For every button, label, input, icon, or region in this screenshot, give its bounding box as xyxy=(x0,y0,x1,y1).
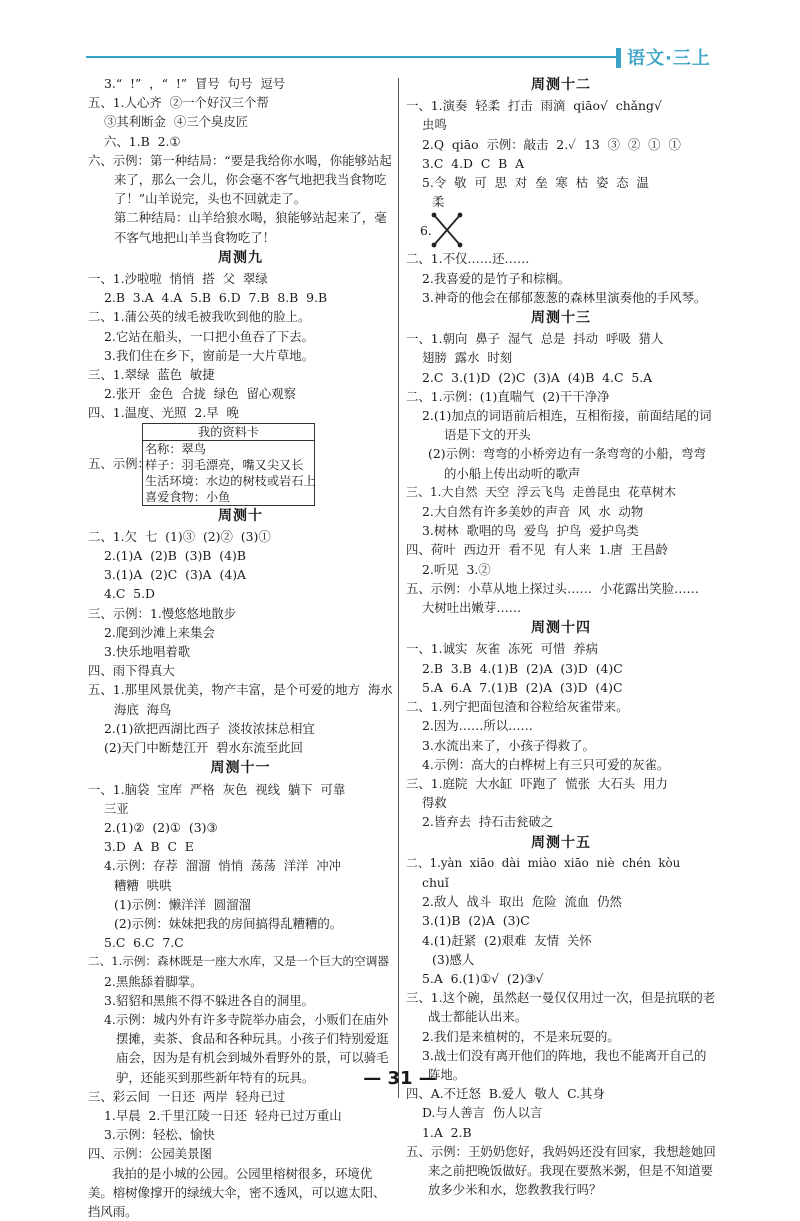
answer-line: 一、1.沙啦啦 悄悄 搭 父 翠绿 xyxy=(88,271,268,287)
header-accent-bar xyxy=(616,48,621,68)
answer-line: 4.示例：高大的白桦树上有三只可爱的灰雀。 xyxy=(422,756,670,772)
right-column xyxy=(406,74,716,1199)
answer-line: 2.Q qiāo 示例：敲击 2.✓ 13 ③ ② ① ① xyxy=(422,136,681,152)
answer-line: 虫鸣 xyxy=(422,117,447,133)
answer-line: 一、1.演奏 轻柔 打击 雨滴 qiāo√ chǎng√ xyxy=(406,98,662,114)
answer-line: 三、1.庭院 大水缸 吓跑了 慌张 大石头 用力 xyxy=(406,775,668,791)
answer-paragraph: 3.神奇的他会在郁郁葱葱的森林里演奏他的手风琴。 xyxy=(422,289,707,305)
answer-line: 2.(1)② (2)① (3)③ xyxy=(104,819,218,835)
answer-line: 2.它站在船头，一口把小鱼吞了下去。 xyxy=(104,328,315,344)
answer-paragraph: 3.战士们没有离开他们的阵地，我也不能离开自己的阵地。 xyxy=(422,1047,707,1082)
resource-card-answer xyxy=(88,423,393,505)
section-title-s14: 周测十四 xyxy=(531,620,591,637)
resource-card xyxy=(142,423,315,506)
card-row: 喜爱食物：小鱼 xyxy=(145,489,231,504)
answer-line: 2.张开 金色 合拢 绿色 留心观察 xyxy=(104,386,297,402)
answer-line: (2)天门中断楚江开 碧水东流至此回 xyxy=(104,740,303,756)
answer-line: 2.我喜爱的是竹子和棕榈。 xyxy=(422,270,571,286)
answer-paragraph: 2.(1)加点的词语前后相连，互相衔接，前面结尾的词语是下文的开头 xyxy=(422,408,712,443)
answer-line: ③其利断金 ④三个臭皮匠 xyxy=(104,114,249,130)
answer-line: 2.B 3.B 4.(1)B (2)A (3)D (4)C xyxy=(422,660,623,676)
answer-line: 一、1.脑袋 宝库 严格 灰色 视线 躺下 可靠 xyxy=(88,781,346,797)
answer-line: 四、示例：公园美景图 xyxy=(88,1146,212,1162)
answer-line: 四、1.温度、光照 2.早 晚 xyxy=(88,405,239,421)
answer-line: 2.爬到沙滩上来集会 xyxy=(104,624,215,640)
answer-line: 2.因为……所以…… xyxy=(422,718,533,734)
answer-line: 四、荷叶 西边开 看不见 有人来 1.唐 王昌龄 xyxy=(406,542,668,558)
header-subject-title: 语文·三上 xyxy=(627,48,711,69)
answer-line: 5.C 6.C 7.C xyxy=(104,935,184,951)
figure-number: 6. xyxy=(420,223,432,239)
answer-line: 三亚 xyxy=(104,800,129,816)
answer-line: 4.C 5.D xyxy=(104,586,155,602)
card-row: 生活环境：水边的树枝或岩石上 xyxy=(145,473,316,488)
answer-line: 2.大自然有许多美妙的声音 风 水 动物 xyxy=(422,504,644,520)
answer-line: 4.(1)赶紧 (2)艰难 友情 关怀 xyxy=(422,932,592,948)
answer-line: 1.A 2.B xyxy=(422,1124,472,1140)
answer-line: (2)示例：妹妹把我的房间搞得乱糟糟的。 xyxy=(114,915,343,931)
header-rule xyxy=(86,56,616,58)
cross-lines-icon xyxy=(428,211,468,249)
card-row: 名称：翠鸟 xyxy=(145,441,206,456)
section-title-s15: 周测十五 xyxy=(531,834,591,851)
answer-line: 三、1.翠绿 蓝色 敏捷 xyxy=(88,367,215,383)
answer-line: 2.皆弃去 持石击瓮破之 xyxy=(422,814,554,830)
answer-paragraph: (2)示例：弯弯的小桥旁边有一条弯弯的小船，弯弯的小船上传出动听的歌声 xyxy=(428,446,706,481)
section-title-s10: 周测十 xyxy=(218,507,263,524)
answer-line: 3.貂貂和黑熊不得不躲进各自的洞里。 xyxy=(104,992,315,1008)
answer-line: 2.我们是来植树的，不是来玩耍的。 xyxy=(422,1028,620,1044)
answer-line: 二、1.示例：森林既是一座大水库，又是一个巨大的空调器 xyxy=(88,954,389,969)
answer-line: 一、1.朝向 鼻子 湿气 总是 抖动 呼吸 猎人 xyxy=(406,331,664,347)
answer-line: chuǐ xyxy=(422,874,449,890)
answer-line: 3.水流出来了，小孩子得救了。 xyxy=(422,737,595,753)
answer-line: 2.(1)A (2)B (3)B (4)B xyxy=(104,548,246,564)
answer-line: D.与人善言 伤人以言 xyxy=(422,1105,543,1121)
answer-line: 三、示例：1.慢悠悠地散步 xyxy=(88,605,237,621)
column-divider xyxy=(398,78,399,1098)
section-title-s13: 周测十三 xyxy=(531,310,591,327)
answer-paragraph: 五、示例：王奶奶您好，我妈妈还没有回家，我想趁她回来之前把晚饭做好。我现在要熬米粥，但是不知道要放多少米和水，您教教我行吗？ xyxy=(406,1143,716,1198)
answer-paragraph: 六、示例：第一种结局：“要是我给你水喝，你能够站起来了，那么一会儿，你会毫不客气地把我当食物吃了！”山羊说完，头也不回就走了。 xyxy=(88,152,392,207)
answer-line: 3.(1)B (2)A (3)C xyxy=(422,913,530,929)
answer-line: 2.敌人 战斗 取出 危险 流血 仍然 xyxy=(422,894,622,910)
answer-line: 2.听见 3.② xyxy=(422,561,491,577)
answer-paragraph: 4.示例：城内外有许多寺院举办庙会，小贩们在庙外摆摊，卖茶、食品和各种玩具。小孩子们特别爱逛庙会，因为是有机会到城外看野外的景，可以骑毛驴，还能买到那些新年特有的玩具。 xyxy=(104,1011,389,1085)
matching-lines-figure xyxy=(406,211,716,249)
card-label: 五、示例： xyxy=(88,455,150,471)
answer-line: 4.示例：存荐 溜溜 悄悄 荡荡 洋洋 冲冲 xyxy=(104,858,342,874)
answer-line: 3.“ !” ，“ !” 冒号 句号 逗号 xyxy=(104,76,286,91)
answer-line: 二、1.示例：(1)直喘气 (2)干干净净 xyxy=(406,388,610,404)
answer-line: 翅膀 露水 时刻 xyxy=(422,350,513,366)
page-number: — 31 — xyxy=(363,1068,437,1089)
answer-line: 四、雨下得真大 xyxy=(88,663,175,679)
answer-line: 2.(1)欲把西湖比西子 淡妆浓抹总相宜 xyxy=(104,720,315,736)
answer-line: 2.黑熊舔着脚掌。 xyxy=(104,973,203,989)
answer-line: 五、示例：小草从地上探过头…… 小花露出笑脸…… xyxy=(406,580,699,596)
left-column xyxy=(88,74,393,1221)
answer-line: 5.令 敬 可 思 对 垒 寒 枯 姿 态 温 xyxy=(422,175,649,191)
answer-line: 三、1.大自然 天空 浮云飞鸟 走兽昆虫 花草树木 xyxy=(406,484,676,499)
answer-line: 得救 xyxy=(422,795,447,811)
section-title-s12: 周测十二 xyxy=(531,77,591,93)
answer-line: 3.(1)A (2)C (3)A (4)A xyxy=(104,567,246,583)
answer-paragraph: 我拍的是小城的公园。公园里榕树很多，环境优美。榕树像撑开的绿绒大伞，密不透风，可以遮太阳、挡风雨。 xyxy=(88,1165,386,1219)
answer-line: 海底 海鸟 xyxy=(114,701,172,717)
answer-line: 2.C 3.(1)D (2)C (3)A (4)B 4.C 5.A xyxy=(422,369,653,385)
answer-line: 二、1.欠 七 (1)③ (2)② (3)① xyxy=(88,528,271,544)
answer-line: 糟糟 哄哄 xyxy=(114,877,172,893)
answer-line: 大树吐出嫩芽…… xyxy=(422,600,522,616)
answer-line: 二、1.列宁把面包渣和谷粒给灰雀带来。 xyxy=(406,699,629,715)
answer-line: 1.早晨 2.千里江陵一日还 轻舟已过万重山 xyxy=(104,1107,342,1123)
answer-line: 二、1.yàn xiāo dài miào xiāo niè chén kòu xyxy=(406,855,681,870)
answer-line: 一、1.诚实 灰雀 冻死 可惜 养病 xyxy=(406,641,599,657)
answer-line: 3.C 4.D C B A xyxy=(422,155,525,171)
answer-paragraph: 三、1.这个碗，虽然赵一曼仅仅用过一次，但是抗联的老战士都能认出来。 xyxy=(406,990,716,1025)
answer-line: 3.示例：轻松、愉快 xyxy=(104,1127,215,1143)
card-title: 我的资料卡 xyxy=(143,424,314,441)
section-title-s9: 周测九 xyxy=(218,249,263,266)
answer-line: 柔 xyxy=(432,194,445,210)
answer-line: 五、1.那里风景优美，物产丰富，是个可爱的地方 海水 xyxy=(88,682,393,698)
answer-line: 二、1.蒲公英的绒毛被我吹到他的脸上。 xyxy=(88,309,311,325)
answer-line: 3.D A B C E xyxy=(104,839,194,855)
answer-line: 2.B 3.A 4.A 5.B 6.D 7.B 8.B 9.B xyxy=(104,290,328,306)
card-row: 样子：羽毛漂亮，嘴又尖又长 xyxy=(145,457,304,472)
answer-line: 3.快乐地唱着歌 xyxy=(104,644,191,660)
answer-paragraph: 第二种结局：山羊给狼水喝，狼能够站起来了，毫不客气地把山羊当食物吃了！ xyxy=(114,210,387,245)
answer-line: (1)示例：懒洋洋 圆溜溜 xyxy=(114,896,251,912)
answer-line: 3.树林 歌唱的鸟 爱鸟 护鸟 爱护鸟类 xyxy=(422,523,639,539)
answer-line: 六、1.B 2.① xyxy=(104,133,181,149)
answer-line: 五、1.人心齐 ②一个好汉三个帮 xyxy=(88,95,269,111)
answer-line: 5.A 6.A 7.(1)B (2)A (3)D (4)C xyxy=(422,679,623,695)
answer-line: 三、彩云间 一日还 两岸 轻舟已过 xyxy=(88,1088,286,1104)
section-title-s11: 周测十一 xyxy=(210,760,271,777)
answer-line: (3)感人 xyxy=(432,951,475,967)
answer-line: 二、1.不仅……还…… xyxy=(406,251,530,267)
answer-line: 四、A.不迁怒 B.爱人 敬人 C.其身 xyxy=(406,1086,605,1102)
answer-line: 3.我们住在乡下，窗前是一大片草地。 xyxy=(104,347,315,363)
answer-line: 5.A 6.(1)①√ (2)③√ xyxy=(422,970,544,986)
